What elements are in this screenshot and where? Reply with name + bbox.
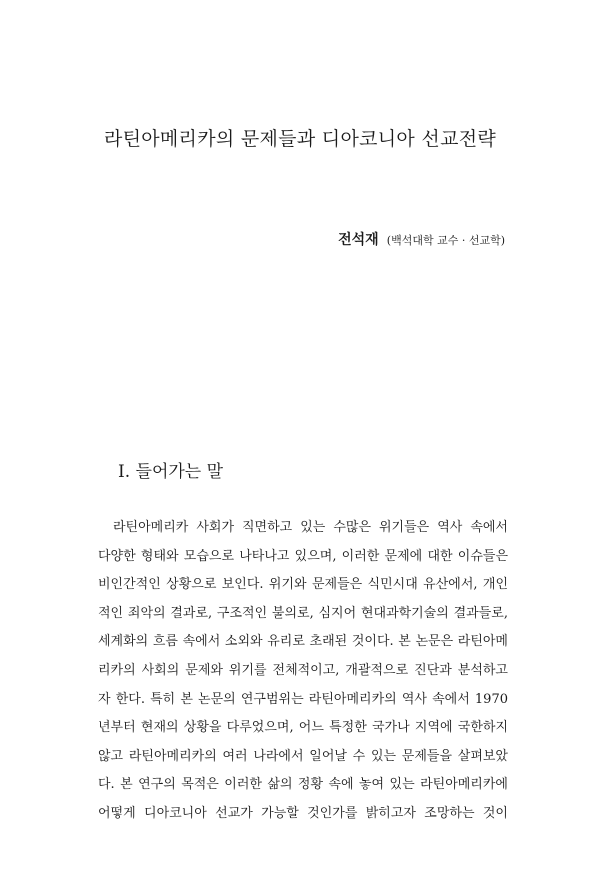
body-line: 않고 라틴아메리카의 여러 나라에서 일어날 수 있는 문제들을 살펴보았 — [98, 748, 508, 764]
author-name: 전석재 — [338, 232, 379, 248]
body-line: 적인 죄악의 결과로, 구조적인 불의로, 심지어 현대과학기술의 결과들로, — [98, 605, 508, 621]
author-line — [338, 229, 505, 249]
body-line: 다. 본 연구의 목적은 이러한 삶의 정황 속에 놓여 있는 라틴아메리카에 — [98, 777, 508, 793]
body-line: 비인간적인 상황으로 보인다. 위기와 문제들은 식민시대 유산에서, 개인 — [98, 577, 508, 593]
body-line: 세계화의 흐름 속에서 소외와 유리로 초래된 것이다. 본 논문은 라틴아메 — [98, 634, 508, 650]
body-line: 어떻게 디아코니아 선교가 가능할 것인가를 밝히고자 조망하는 것이 — [98, 805, 508, 821]
body-line: 리카의 사회의 문제와 위기를 전체적이고, 개괄적으로 진단과 분석하고 — [98, 662, 508, 678]
author-affiliation: (백석대학 교수 · 선교학) — [386, 234, 505, 247]
body-line: 다양한 형태와 모습으로 나타나고 있으며, 이러한 문제에 대한 이슈들은 — [98, 548, 508, 564]
section-heading: I. 들어가는 말 — [118, 462, 224, 482]
body-line: 라틴아메리카 사회가 직면하고 있는 수많은 위기들은 역사 속에서 — [113, 520, 508, 535]
body-line: 자 한다. 특히 본 논문의 연구범위는 라틴아메리카의 역사 속에서 1970 — [98, 691, 508, 707]
body-paragraph — [98, 514, 508, 829]
paper-title: 라틴아메리카의 문제들과 디아코니아 선교전략 — [103, 128, 497, 150]
body-line: 년부터 현재의 상황을 다루었으며, 어느 특정한 국가나 지역에 국한하지 — [98, 720, 508, 736]
